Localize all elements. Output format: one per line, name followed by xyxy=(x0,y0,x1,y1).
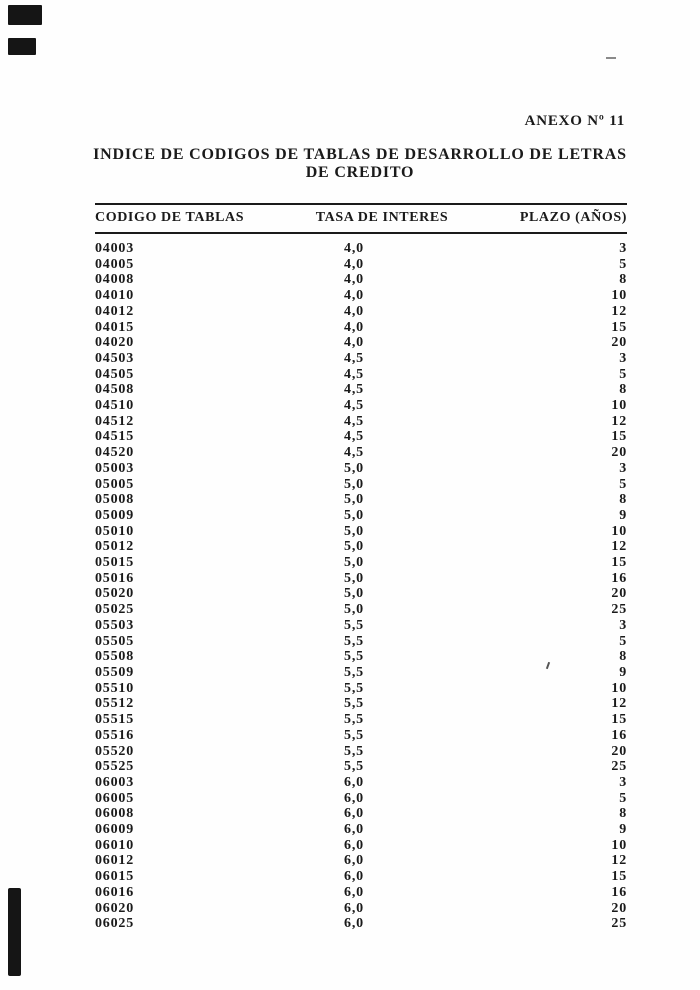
code-cell: 05015 xyxy=(95,555,134,571)
term-cell: 25 xyxy=(611,759,627,775)
code-cell: 04020 xyxy=(95,335,134,351)
term-cell: 15 xyxy=(611,869,627,885)
table-row xyxy=(95,759,627,775)
rate-cell: 5,5 xyxy=(344,633,364,649)
rate-cell: 4,5 xyxy=(344,350,364,366)
code-cell: 04015 xyxy=(95,319,134,335)
code-cell: 05003 xyxy=(95,460,134,476)
term-cell: 8 xyxy=(619,382,627,398)
rate-cell: 5,5 xyxy=(344,759,364,775)
term-cell: 3 xyxy=(619,617,627,633)
term-cell: 16 xyxy=(611,727,627,743)
rate-cell: 5,5 xyxy=(344,696,364,712)
term-cell: 5 xyxy=(619,790,627,806)
code-cell: 06015 xyxy=(95,869,134,885)
rate-cell: 6,0 xyxy=(344,774,364,790)
rate-cell: 5,5 xyxy=(344,743,364,759)
term-cell: 8 xyxy=(619,649,627,665)
rate-cell: 5,0 xyxy=(344,492,364,508)
term-cell: 12 xyxy=(611,303,627,319)
rate-cell: 5,0 xyxy=(344,460,364,476)
term-cell: 16 xyxy=(611,884,627,900)
page-title-line2: DE CREDITO xyxy=(305,164,415,181)
table-row xyxy=(95,367,627,383)
table-row xyxy=(95,335,627,351)
table-row xyxy=(95,916,627,932)
table-row xyxy=(95,681,627,697)
column-header-plazo: PLAZO (AÑOS) xyxy=(519,210,627,225)
table-row xyxy=(95,586,627,602)
code-cell: 05525 xyxy=(95,759,134,775)
rate-cell: 4,0 xyxy=(344,241,364,256)
term-cell: 12 xyxy=(611,413,627,429)
rate-cell: 4,0 xyxy=(344,256,364,272)
term-cell: 20 xyxy=(611,445,627,461)
annex-label: ANEXO Nº 11 xyxy=(524,113,625,129)
code-cell: 05515 xyxy=(95,712,134,728)
table-row xyxy=(95,304,627,320)
rate-cell: 4,5 xyxy=(344,445,364,461)
term-cell: 15 xyxy=(611,319,627,335)
term-cell: 5 xyxy=(619,633,627,649)
table-row xyxy=(95,524,627,540)
rate-cell: 5,5 xyxy=(344,664,364,680)
table-row xyxy=(95,712,627,728)
rate-cell: 4,0 xyxy=(344,303,364,319)
term-cell: 25 xyxy=(611,916,627,932)
term-cell: 5 xyxy=(619,476,627,492)
header-rule xyxy=(95,232,627,234)
code-cell: 06008 xyxy=(95,806,134,822)
rate-cell: 5,0 xyxy=(344,586,364,602)
term-cell: 3 xyxy=(619,774,627,790)
rate-cell: 5,0 xyxy=(344,539,364,555)
table-row xyxy=(95,445,627,461)
table-row xyxy=(95,869,627,885)
rate-cell: 4,5 xyxy=(344,366,364,382)
table-row xyxy=(95,665,627,681)
table-row xyxy=(95,257,627,273)
code-cell: 04010 xyxy=(95,288,134,304)
table-row xyxy=(95,634,627,650)
rate-cell: 5,5 xyxy=(344,649,364,665)
term-cell: 20 xyxy=(611,586,627,602)
code-cell: 04008 xyxy=(95,272,134,288)
term-cell: 20 xyxy=(611,900,627,916)
term-cell: 20 xyxy=(611,335,627,351)
table-row xyxy=(95,571,627,587)
code-cell: 06003 xyxy=(95,774,134,790)
rate-cell: 4,0 xyxy=(344,335,364,351)
term-cell: 3 xyxy=(619,350,627,366)
table-row xyxy=(95,272,627,288)
code-cell: 05009 xyxy=(95,507,134,523)
rate-cell: 6,0 xyxy=(344,806,364,822)
table-row xyxy=(95,728,627,744)
code-cell: 05020 xyxy=(95,586,134,602)
code-cell: 06010 xyxy=(95,837,134,853)
code-cell: 04508 xyxy=(95,382,134,398)
code-cell: 05010 xyxy=(95,523,134,539)
term-cell: 16 xyxy=(611,570,627,586)
term-cell: 5 xyxy=(619,256,627,272)
table-row xyxy=(95,806,627,822)
table-row xyxy=(95,901,627,917)
term-cell: 12 xyxy=(611,853,627,869)
table-row xyxy=(95,320,627,336)
term-cell: 8 xyxy=(619,272,627,288)
term-cell: 8 xyxy=(619,492,627,508)
table-row xyxy=(95,414,627,430)
table-row xyxy=(95,885,627,901)
code-cell: 05516 xyxy=(95,727,134,743)
term-cell: 3 xyxy=(619,241,627,256)
rate-cell: 4,5 xyxy=(344,413,364,429)
code-cell: 06016 xyxy=(95,884,134,900)
scan-artifact-top-right-dash xyxy=(606,57,616,59)
term-cell: 10 xyxy=(611,837,627,853)
term-cell: 9 xyxy=(619,507,627,523)
scan-artifact-top-left-1 xyxy=(8,5,42,25)
term-cell: 10 xyxy=(611,398,627,414)
term-cell: 20 xyxy=(611,743,627,759)
code-cell: 04520 xyxy=(95,445,134,461)
rate-cell: 5,0 xyxy=(344,570,364,586)
code-cell: 04503 xyxy=(95,350,134,366)
table-row xyxy=(95,838,627,854)
code-cell: 04003 xyxy=(95,241,134,256)
term-cell: 25 xyxy=(611,602,627,618)
term-cell: 10 xyxy=(611,288,627,304)
table-row xyxy=(95,539,627,555)
term-cell: 5 xyxy=(619,366,627,382)
table-row xyxy=(95,618,627,634)
rate-cell: 4,0 xyxy=(344,272,364,288)
table-row xyxy=(95,791,627,807)
term-cell: 15 xyxy=(611,712,627,728)
rate-cell: 4,0 xyxy=(344,288,364,304)
code-cell: 04512 xyxy=(95,413,134,429)
code-cell: 05016 xyxy=(95,570,134,586)
code-cell: 06020 xyxy=(95,900,134,916)
rate-cell: 4,5 xyxy=(344,382,364,398)
table-row xyxy=(95,398,627,414)
codes-table-section xyxy=(95,203,627,932)
code-cell: 04510 xyxy=(95,398,134,414)
table-row xyxy=(95,853,627,869)
code-cell: 05503 xyxy=(95,617,134,633)
rate-cell: 6,0 xyxy=(344,790,364,806)
code-cell: 05012 xyxy=(95,539,134,555)
rate-cell: 6,0 xyxy=(344,869,364,885)
code-cell: 06009 xyxy=(95,822,134,838)
table-row xyxy=(95,744,627,760)
rate-cell: 5,0 xyxy=(344,476,364,492)
scan-artifact-bottom-left-bar xyxy=(8,888,21,976)
rate-cell: 5,5 xyxy=(344,712,364,728)
term-cell: 15 xyxy=(611,429,627,445)
rate-cell: 5,0 xyxy=(344,602,364,618)
code-cell: 05520 xyxy=(95,743,134,759)
table-row xyxy=(95,649,627,665)
code-cell: 04515 xyxy=(95,429,134,445)
term-cell: 9 xyxy=(619,664,627,680)
column-header-tasa: TASA DE INTERES xyxy=(315,210,449,225)
table-row xyxy=(95,288,627,304)
code-cell: 05510 xyxy=(95,680,134,696)
table-row xyxy=(95,461,627,477)
code-cell: 05509 xyxy=(95,664,134,680)
term-cell: 8 xyxy=(619,806,627,822)
term-cell: 10 xyxy=(611,523,627,539)
table-row xyxy=(95,822,627,838)
term-cell: 12 xyxy=(611,539,627,555)
term-cell: 10 xyxy=(611,680,627,696)
table-body xyxy=(95,241,627,932)
rate-cell: 6,0 xyxy=(344,916,364,932)
table-row xyxy=(95,492,627,508)
rate-cell: 5,5 xyxy=(344,617,364,633)
rate-cell: 5,5 xyxy=(344,680,364,696)
rate-cell: 6,0 xyxy=(344,884,364,900)
term-cell: 15 xyxy=(611,555,627,571)
term-cell: 3 xyxy=(619,460,627,476)
table-row xyxy=(95,382,627,398)
code-cell: 05512 xyxy=(95,696,134,712)
code-cell: 04012 xyxy=(95,303,134,319)
rate-cell: 5,0 xyxy=(344,507,364,523)
table-row xyxy=(95,555,627,571)
rate-cell: 6,0 xyxy=(344,837,364,853)
column-header-codigo: CODIGO DE TABLAS xyxy=(95,210,245,225)
code-cell: 05025 xyxy=(95,602,134,618)
table-row xyxy=(95,602,627,618)
table-row xyxy=(95,696,627,712)
codes-table xyxy=(95,241,627,932)
code-cell: 05505 xyxy=(95,633,134,649)
page-title-line1: INDICE DE CODIGOS DE TABLAS DE DESARROLLO DE LETRAS xyxy=(93,146,627,163)
rate-cell: 4,5 xyxy=(344,429,364,445)
code-cell: 05005 xyxy=(95,476,134,492)
code-cell: 04505 xyxy=(95,366,134,382)
table-row xyxy=(95,429,627,445)
code-cell: 06012 xyxy=(95,853,134,869)
table-row xyxy=(95,477,627,493)
term-cell: 9 xyxy=(619,822,627,838)
rate-cell: 6,0 xyxy=(344,900,364,916)
page-title xyxy=(20,146,700,182)
code-cell: 06025 xyxy=(95,916,134,932)
rate-cell: 5,0 xyxy=(344,555,364,571)
rate-cell: 5,0 xyxy=(344,523,364,539)
rate-cell: 5,5 xyxy=(344,727,364,743)
rate-cell: 4,0 xyxy=(344,319,364,335)
table-row xyxy=(95,775,627,791)
code-cell: 05008 xyxy=(95,492,134,508)
table-row xyxy=(95,508,627,524)
table-row xyxy=(95,241,627,257)
rate-cell: 6,0 xyxy=(344,853,364,869)
code-cell: 06005 xyxy=(95,790,134,806)
rate-cell: 6,0 xyxy=(344,822,364,838)
table-row xyxy=(95,351,627,367)
term-cell: 12 xyxy=(611,696,627,712)
table-header-row xyxy=(95,205,627,232)
rate-cell: 4,5 xyxy=(344,398,364,414)
scan-artifact-top-left-2 xyxy=(8,38,36,55)
code-cell: 05508 xyxy=(95,649,134,665)
code-cell: 04005 xyxy=(95,256,134,272)
